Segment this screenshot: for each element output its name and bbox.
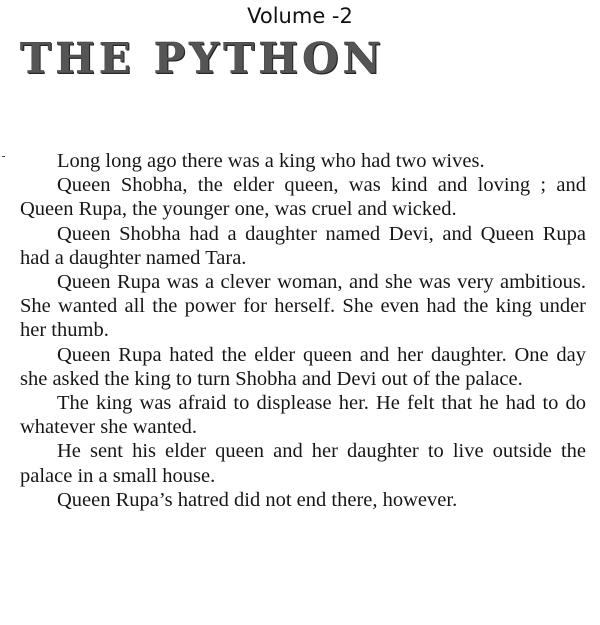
story-paragraph: He sent his elder queen and her daughter to live outside the palace in a small house. xyxy=(20,440,586,487)
story-paragraph: Queen Rupa was a clever woman, and she was very ambitious. She wanted all the power for herself. She even had the king under her thumb. xyxy=(20,271,586,342)
story-paragraph: The king was afraid to displease her. He felt that he had to do whatever she wanted. xyxy=(20,392,586,439)
margin-mark xyxy=(2,156,5,157)
volume-label: Volume -2 xyxy=(247,4,353,28)
story-paragraph: Long long ago there was a king who had two wives. xyxy=(57,150,485,172)
story-paragraph: Queen Shobha, the elder queen, was kind and loving ; and Queen Rupa, the younger one, was cruel and wicked. xyxy=(20,174,586,221)
story-paragraph: Queen Rupa’s hatred did not end there, however. xyxy=(57,488,458,511)
story-paragraph: Queen Shobha had a daughter named Devi, and Queen Rupa had a daughter named Tara. xyxy=(20,222,586,269)
story-title: THE PYTHON xyxy=(20,34,386,83)
story-body xyxy=(20,149,586,512)
story-paragraph: Queen Rupa hated the elder queen and her daughter. One day she asked the king to turn Shobha and Devi out of the palace. xyxy=(20,343,586,390)
